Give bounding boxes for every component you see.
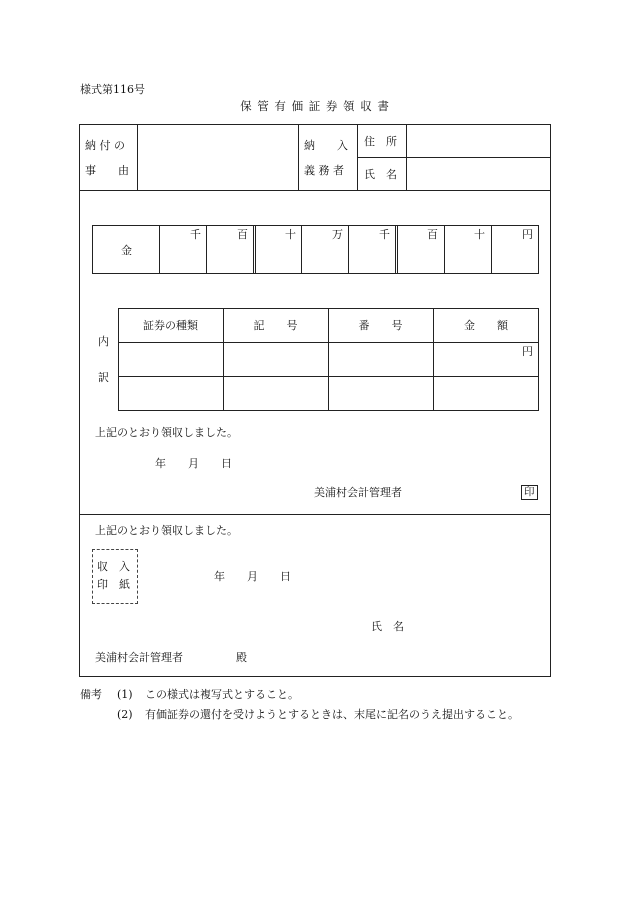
digit-header: 千 bbox=[190, 228, 201, 241]
seal-mark: 印 bbox=[521, 485, 538, 500]
breakdown-side-label-2: 訳 bbox=[98, 371, 109, 384]
reason-label-2: 事 由 bbox=[85, 164, 129, 177]
receipt-date: 年 月 日 bbox=[155, 457, 232, 470]
breakdown-side-label: 内 bbox=[98, 335, 109, 348]
note-number: (2) bbox=[117, 708, 133, 721]
digit-header: 十 bbox=[474, 228, 485, 241]
notes-heading: 備考 bbox=[80, 688, 102, 701]
page-title: 保 管 有 価 証 券 領 収 書 bbox=[240, 99, 390, 113]
column-security-type: 証券の種類 bbox=[143, 319, 198, 332]
digit-header: 千 bbox=[379, 228, 390, 241]
receipt-statement-lower: 上記のとおり領収しました。 bbox=[95, 524, 238, 537]
note-number: (1) bbox=[117, 688, 133, 701]
amount-label: 金 bbox=[121, 244, 132, 257]
reason-label: 納 付 の bbox=[85, 139, 125, 152]
receiver-name-label: 氏 名 bbox=[371, 620, 404, 633]
receipt-date-lower: 年 月 日 bbox=[214, 570, 291, 583]
obligor-label: 納 入 bbox=[304, 139, 348, 152]
receipt-statement: 上記のとおり領収しました。 bbox=[95, 426, 238, 439]
digit-header: 万 bbox=[332, 228, 343, 241]
note-text: この様式は複写式とすること。 bbox=[145, 688, 299, 701]
address-field[interactable] bbox=[408, 126, 548, 156]
receiver-name-field[interactable] bbox=[410, 616, 540, 636]
honorific: 殿 bbox=[236, 651, 247, 664]
revenue-stamp-label-2: 印 紙 bbox=[97, 578, 130, 591]
column-amount: 金 額 bbox=[464, 319, 508, 332]
form-number: 様式第116号 bbox=[80, 83, 145, 96]
digit-header: 円 bbox=[522, 228, 533, 241]
column-symbol: 記 号 bbox=[253, 319, 298, 332]
digit-header: 百 bbox=[237, 228, 248, 241]
revenue-stamp-label: 収 入 bbox=[97, 560, 130, 573]
receipt-signer: 美浦村会計管理者 bbox=[314, 486, 402, 499]
name-label: 氏 名 bbox=[364, 168, 397, 181]
revenue-stamp-box bbox=[92, 549, 138, 604]
name-field[interactable] bbox=[408, 159, 548, 189]
note-text: 有価証券の還付を受けようとするときは、末尾に記名のうえ提出すること。 bbox=[145, 708, 519, 721]
digit-header: 十 bbox=[285, 228, 296, 241]
address-label: 住 所 bbox=[364, 135, 397, 148]
obligor-label-2: 義 務 者 bbox=[304, 164, 344, 177]
amount-unit: 円 bbox=[522, 345, 533, 358]
column-number: 番 号 bbox=[358, 319, 403, 332]
digit-header: 百 bbox=[427, 228, 438, 241]
addressee: 美浦村会計管理者 bbox=[95, 651, 183, 664]
reason-field[interactable] bbox=[140, 127, 295, 187]
